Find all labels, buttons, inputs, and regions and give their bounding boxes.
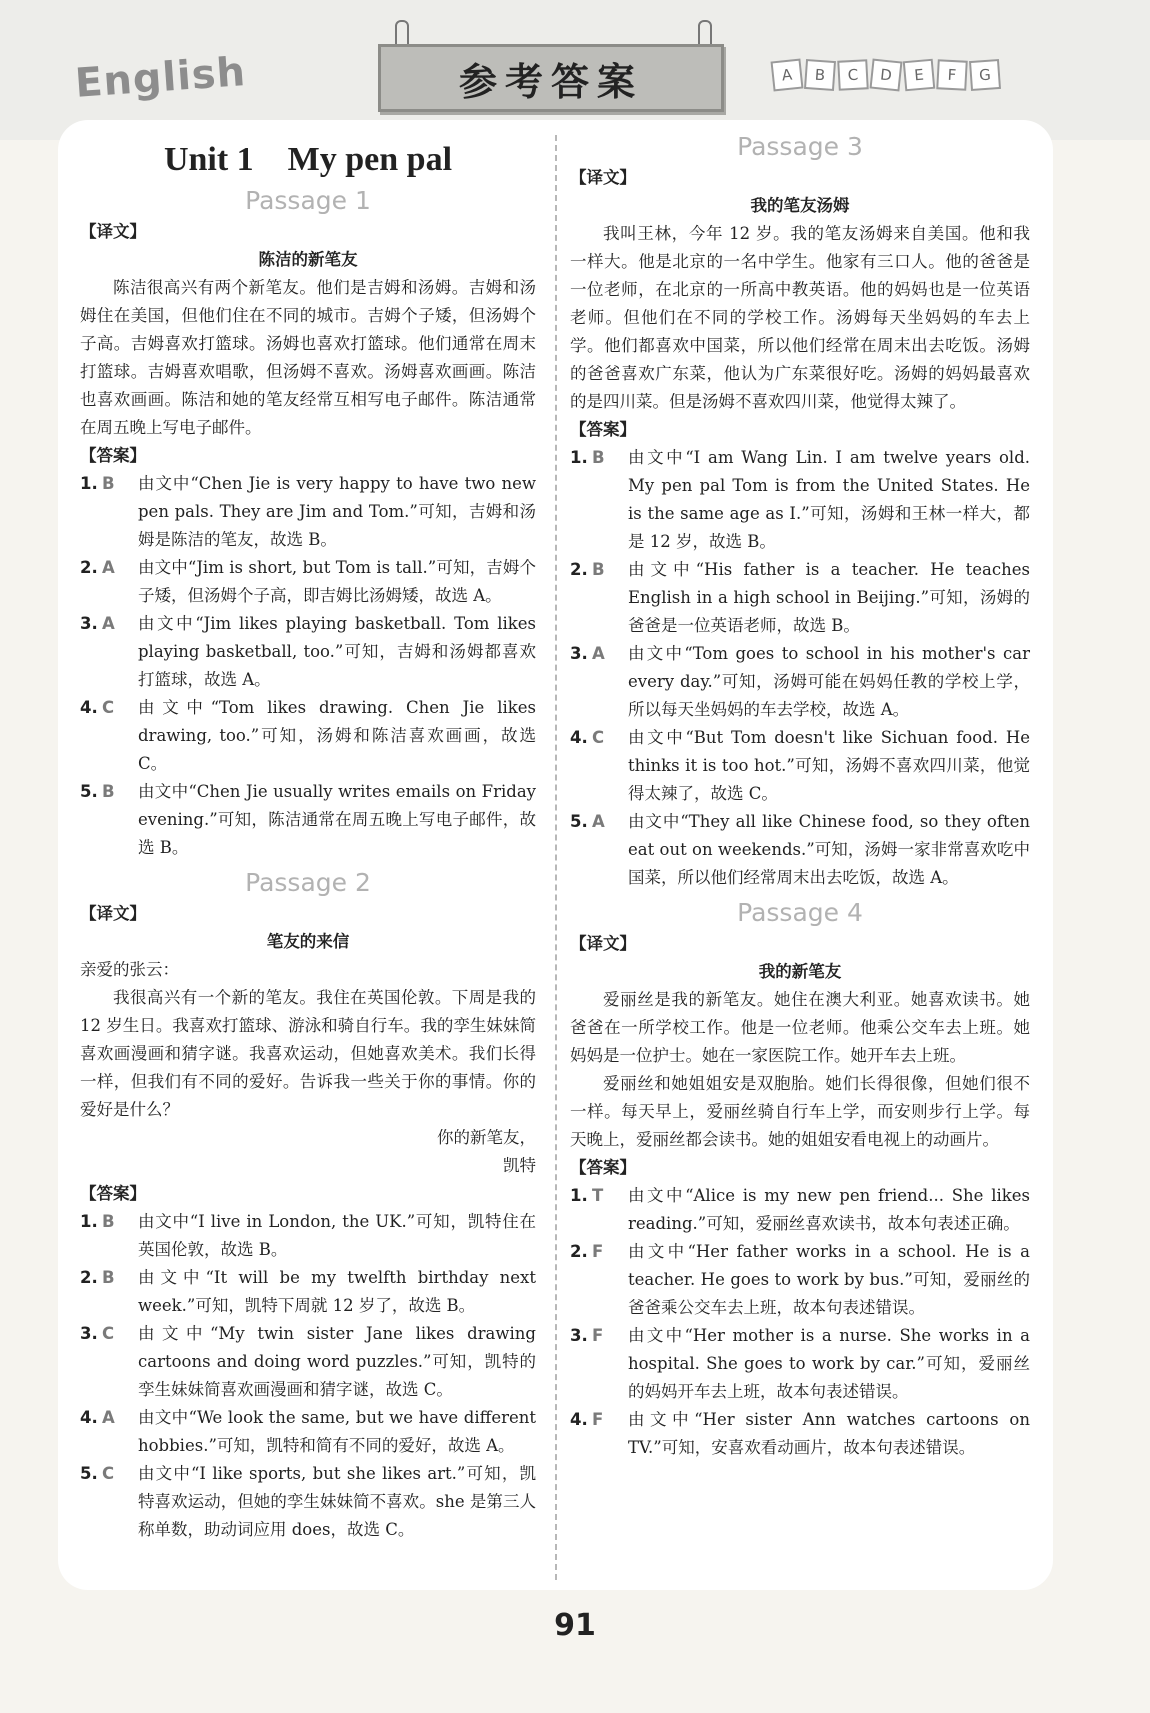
answer-key: A <box>592 644 605 663</box>
answer-explanation: 由文中“I like sports, but she likes art.”可知，凯特喜欢运动，但她的孪生妹妹简不喜欢。she 是第三人称单数，助动词应用 does，故选 C。 <box>138 1464 536 1539</box>
right-column <box>570 130 1030 1462</box>
answer-item <box>80 694 536 778</box>
answer-number: 3. <box>570 644 588 663</box>
answer-list <box>80 1208 536 1544</box>
answer-number: 4. <box>570 1410 588 1429</box>
letter-tile: B <box>804 59 836 91</box>
letter-tile: G <box>969 59 1001 91</box>
answer-item <box>80 1404 536 1460</box>
answer-list <box>80 470 536 862</box>
answer-number: 3. <box>80 1324 98 1343</box>
translation-text: 陈洁很高兴有两个新笔友。他们是吉姆和汤姆。吉姆和汤姆住在美国，但他们住在不同的城市。吉姆个子矮，但汤姆个子高。吉姆喜欢打篮球。汤姆也喜欢打篮球。他们通常在周末打篮球。吉姆喜欢唱歌，但汤姆不喜欢。汤姆喜欢画画。陈洁也喜欢画画。陈洁和她的笔友经常互相写电子邮件。陈洁通常在周五晚上写电子邮件。 <box>80 278 536 437</box>
letter-tile: A <box>771 59 804 92</box>
letter-tile: F <box>936 59 968 91</box>
answer-key: B <box>592 560 605 579</box>
answer-item <box>570 556 1030 640</box>
passage-heading: Passage 4 <box>737 898 863 927</box>
answer-explanation: 由文中“But Tom doesn't like Sichuan food. He thinks it is too hot.”可知，汤姆不喜欢四川菜，他觉得太辣了，故选 C。 <box>628 728 1030 803</box>
answer-explanation: 由文中“My twin sister Jane likes drawing cartoons and doing word puzzles.”可知，凯特的孪生妹妹简喜欢画漫画和猜字谜，故选 C。 <box>138 1324 536 1399</box>
answer-item <box>80 554 536 610</box>
answer-number: 4. <box>80 1408 98 1427</box>
answer-key: F <box>592 1410 604 1429</box>
answers-label: 【答案】 <box>80 446 146 465</box>
answer-key: B <box>102 1268 115 1287</box>
letter-tile: C <box>837 59 869 91</box>
answer-explanation: 由文中“Chen Jie is very happy to have two new pen pals. They are Jim and Tom.”可知，吉姆和汤姆是陈洁的笔友，故选 B。 <box>138 474 536 549</box>
answer-item <box>80 1208 536 1264</box>
answer-explanation: 由文中“They all like Chinese food, so they often eat out on weekends.”可知，汤姆一家非常喜欢吃中国菜，所以他们经常周末出去吃饭，故选 A。 <box>628 812 1030 887</box>
answer-explanation: 由文中“Tom likes drawing. Chen Jie likes drawing, too.”可知，汤姆和陈洁喜欢画画，故选 C。 <box>138 698 536 773</box>
letter-salutation: 亲爱的张云： <box>80 960 179 979</box>
answer-item <box>570 444 1030 556</box>
answer-item <box>80 1460 536 1544</box>
answer-item <box>80 610 536 694</box>
answers-label: 【答案】 <box>570 420 636 439</box>
passage-heading: Passage 1 <box>245 186 371 215</box>
translation-label: 【译文】 <box>80 222 146 241</box>
passage-heading: Passage 3 <box>737 132 863 161</box>
left-column <box>80 130 536 1544</box>
answer-list <box>570 444 1030 892</box>
translation-text: 我很高兴有一个新的笔友。我住在英国伦敦。下周是我的 12 岁生日。我喜欢打篮球、游泳和骑自行车。我的孪生妹妹简喜欢画漫画和猜字谜。我喜欢运动，但她喜欢美术。我们长得一样，但我们有不同的爱好。告诉我一些关于你的事情。你的爱好是什么？ <box>80 988 536 1119</box>
answer-list <box>570 1182 1030 1462</box>
letter-tile: E <box>903 59 936 92</box>
answer-number: 1. <box>570 1186 588 1205</box>
answer-number: 5. <box>80 782 98 801</box>
answer-item <box>570 1238 1030 1322</box>
answer-number: 3. <box>80 614 98 633</box>
answer-item <box>570 1406 1030 1462</box>
answer-item <box>570 640 1030 724</box>
answer-number: 3. <box>570 1326 588 1345</box>
answer-explanation: 由文中“Tom goes to school in his mother's car every day.”可知，汤姆可能在妈妈任教的学校上学，所以每天坐妈妈的车去学校，故选 A。 <box>628 644 1030 719</box>
answer-key: C <box>592 728 605 747</box>
translation-text: 爱丽丝是我的新笔友。她住在澳大利亚。她喜欢读书。她爸爸在一所学校工作。他是一位老师。他乘公交车去上班。她妈妈是一位护士。她在一家医院工作。她开车去上班。 <box>570 990 1030 1065</box>
answer-explanation: 由文中“Her sister Ann watches cartoons on TV.”可知，安喜欢看动画片，故本句表述错误。 <box>628 1410 1030 1457</box>
translation-text: 我叫王林，今年 12 岁。我的笔友汤姆来自美国。他和我一样大。他是北京的一名中学生。他家有三口人。他的爸爸是一位老师，在北京的一所高中教英语。他的妈妈也是一位英语老师。但他们在不同的学校工作。汤姆每天坐妈妈的车去上学。他们都喜欢中国菜，所以他们经常在周末出去吃饭。汤姆的爸爸喜欢广东菜，他认为广东菜很好吃。汤姆的妈妈最喜欢的是四川菜。但是汤姆不喜欢四川菜，他觉得太辣了。 <box>570 224 1030 411</box>
brand-logo: English <box>73 49 248 107</box>
answer-item <box>570 724 1030 808</box>
answer-item <box>80 778 536 862</box>
answer-explanation: 由文中“I live in London, the UK.”可知，凯特住在英国伦敦，故选 B。 <box>138 1212 536 1259</box>
answer-key: F <box>592 1242 604 1261</box>
answer-explanation: 由文中“Her father works in a school. He is a teacher. He goes to work by bus.”可知，爱丽丝的爸爸乘公交车去上班，故本句表述错误。 <box>628 1242 1030 1317</box>
answer-item <box>570 1182 1030 1238</box>
answer-key: T <box>592 1186 604 1205</box>
answer-number: 2. <box>570 560 588 579</box>
letter-tiles <box>772 60 1000 90</box>
answers-label: 【答案】 <box>80 1184 146 1203</box>
passage-heading: Passage 2 <box>245 868 371 897</box>
page-number: 91 <box>554 1608 596 1643</box>
answer-key: B <box>592 448 605 467</box>
translation-label: 【译文】 <box>80 904 146 923</box>
answer-item <box>80 470 536 554</box>
answer-number: 2. <box>570 1242 588 1261</box>
page-title: 参考答案 <box>458 59 643 104</box>
answer-explanation: 由文中“Jim likes playing basketball. Tom likes playing basketball, too.”可知，吉姆和汤姆都喜欢打篮球，故选 A。 <box>138 614 536 689</box>
story-title: 陈洁的新笔友 <box>258 250 358 269</box>
answer-key: A <box>102 1408 115 1427</box>
answer-number: 5. <box>570 812 588 831</box>
answer-item <box>80 1264 536 1320</box>
letter-tile: D <box>870 59 903 92</box>
story-title: 笔友的来信 <box>266 932 350 951</box>
letter-signature: 凯特 <box>503 1156 536 1175</box>
answer-explanation: 由文中“His father is a teacher. He teaches English in a high school in Beijing.”可知，汤姆的爸爸是一位英语老师，故选 B。 <box>628 560 1030 635</box>
answer-key: F <box>592 1326 604 1345</box>
answer-number: 4. <box>80 698 98 717</box>
answer-explanation: 由文中“Alice is my new pen friend... She likes reading.”可知，爱丽丝喜欢读书，故本句表述正确。 <box>628 1186 1030 1233</box>
answer-key: C <box>102 698 115 717</box>
answer-key: B <box>102 474 115 493</box>
answer-explanation: 由文中“Jim is short, but Tom is tall.”可知，吉姆个子矮，但汤姆个子高，即吉姆比汤姆矮，故选 A。 <box>138 558 536 605</box>
translation-text: 爱丽丝和她姐姐安是双胞胎。她们长得很像，但她们很不一样。每天早上，爱丽丝骑自行车上学，而安则步行上学。每天晚上，爱丽丝都会读书。她的姐姐安看电视上的动画片。 <box>570 1074 1030 1149</box>
translation-label: 【译文】 <box>570 168 636 187</box>
answer-explanation: 由文中“I am Wang Lin. I am twelve years old. My pen pal Tom is from the United States. He is the same age as I.”可知，汤姆和王林一样大，都是 12 岁，故选 B。 <box>628 448 1030 551</box>
answer-key: C <box>102 1464 115 1483</box>
answer-key: B <box>102 782 115 801</box>
answer-number: 2. <box>80 1268 98 1287</box>
answer-number: 1. <box>570 448 588 467</box>
column-divider <box>555 135 557 1580</box>
answer-item <box>570 1322 1030 1406</box>
answer-key: B <box>102 1212 115 1231</box>
answer-number: 4. <box>570 728 588 747</box>
answer-explanation: 由文中“It will be my twelfth birthday next week.”可知，凯特下周就 12 岁了，故选 B。 <box>138 1268 536 1315</box>
answer-item <box>570 808 1030 892</box>
story-title: 我的笔友汤姆 <box>750 196 850 215</box>
answer-number: 1. <box>80 1212 98 1231</box>
answer-key: A <box>102 614 115 633</box>
page-title-box <box>378 44 724 112</box>
answer-number: 1. <box>80 474 98 493</box>
answer-number: 2. <box>80 558 98 577</box>
answer-explanation: 由文中“Chen Jie usually writes emails on Friday evening.”可知，陈洁通常在周五晚上写电子邮件，故选 B。 <box>138 782 536 857</box>
translation-label: 【译文】 <box>570 934 636 953</box>
answer-explanation: 由文中“We look the same, but we have different hobbies.”可知，凯特和简有不同的爱好，故选 A。 <box>138 1408 536 1455</box>
answer-explanation: 由文中“Her mother is a nurse. She works in a hospital. She goes to work by car.”可知，爱丽丝的妈妈开车去上班，故本句表述错误。 <box>628 1326 1030 1401</box>
unit-title: Unit 1 My pen pal <box>163 141 453 178</box>
answer-key: A <box>102 558 115 577</box>
answer-key: C <box>102 1324 115 1343</box>
answer-key: A <box>592 812 605 831</box>
letter-closing: 你的新笔友， <box>437 1128 536 1147</box>
answer-item <box>80 1320 536 1404</box>
answers-label: 【答案】 <box>570 1158 636 1177</box>
story-title: 我的新笔友 <box>758 962 842 981</box>
answer-number: 5. <box>80 1464 98 1483</box>
